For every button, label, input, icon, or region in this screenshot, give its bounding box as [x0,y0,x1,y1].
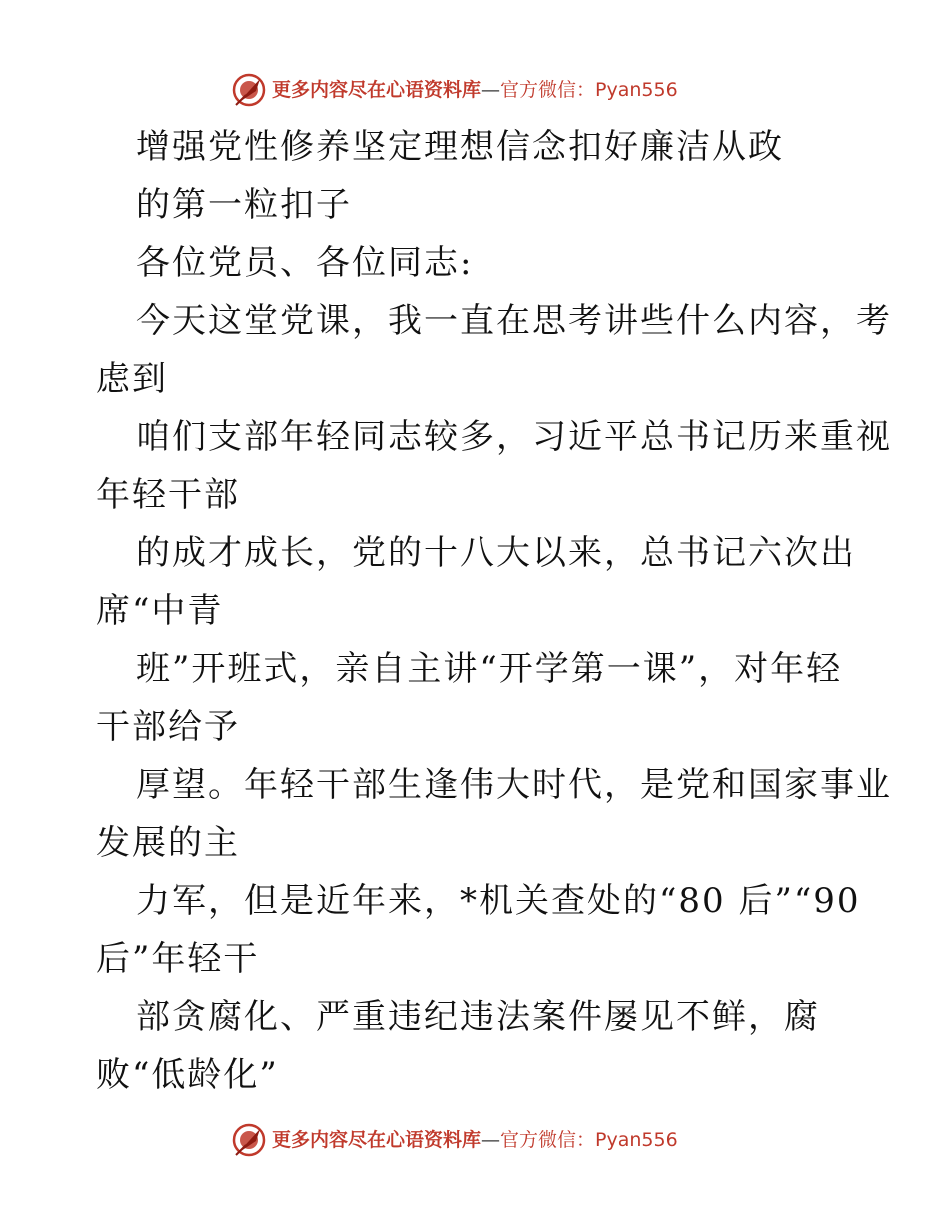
watermark-separator: — [481,79,501,101]
paragraph-line: 今天这堂党课，我一直在思考讲些什么内容，考 [136,301,892,341]
paragraph-line: 发展的主 [96,823,240,863]
watermark-contact: 官方微信：Pyan556 [500,1129,678,1151]
document-title-line-2: 的第一粒扣子 [136,185,352,225]
paragraph-line: 厚望。年轻干部生逢伟大时代，是党和国家事业 [136,765,892,805]
watermark-separator: — [481,1129,501,1151]
paragraph-line: 的成才成长，党的十八大以来，总书记六次出 [136,533,856,573]
header-watermark [232,72,678,108]
paragraph-line: 虑到 [96,359,168,399]
watermark-contact: 官方微信：Pyan556 [500,79,678,101]
footer-watermark [232,1122,678,1158]
paragraph-line: 咱们支部年轻同志较多，习近平总书记历来重视 [136,417,892,457]
salutation: 各位党员、各位同志: [136,243,474,283]
watermark-site-name: 更多内容尽在心语资料库 [272,79,482,101]
paragraph-line: 力军，但是近年来，*机关查处的“80 后”“90 [136,881,861,921]
watermark-site-name: 更多内容尽在心语资料库 [272,1129,482,1151]
paragraph-line: 班”开班式，亲自主讲“开学第一课”，对年轻 [136,649,843,689]
paragraph-line: 干部给予 [96,707,240,747]
quill-logo-icon [232,73,266,107]
paragraph-line: 后”年轻干 [96,939,260,979]
paragraph-line: 部贪腐化、严重违纪违法案件屡见不鲜，腐 [136,997,820,1037]
quill-logo-icon [232,1123,266,1157]
document-title-line-1: 增强党性修养坚定理想信念扣好廉洁从政 [136,127,784,167]
paragraph-line: 席“中青 [96,591,224,631]
paragraph-line: 年轻干部 [96,475,240,515]
paragraph-line: 败“低龄化” [96,1055,279,1095]
